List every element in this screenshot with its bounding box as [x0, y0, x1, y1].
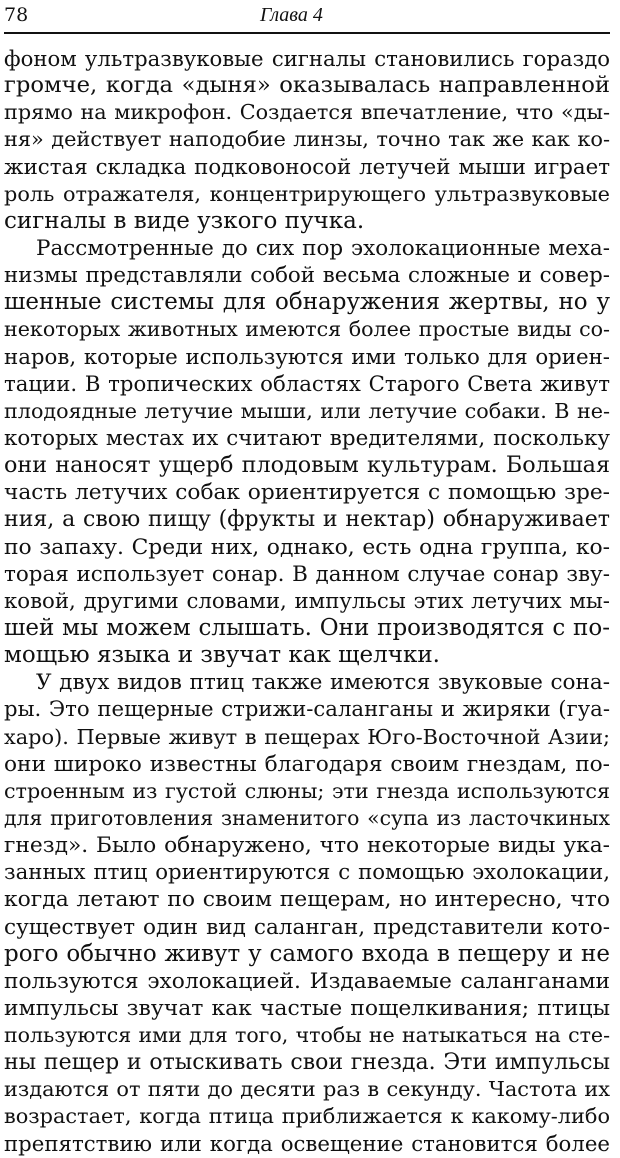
text-line: шенные системы для обнаружения жертвы, но у [4, 289, 610, 316]
text-line: роль отражателя, концентрирующего ультразвуковые [4, 181, 610, 206]
text-line: ня» действует наподобие линзы, точно так же как ко- [4, 127, 610, 152]
text-line: Рассмотренные до сих пор эхолокационные меха- [36, 235, 610, 261]
text-line: существует один вид саланган, представители кото- [4, 914, 610, 940]
text-line: импульсы звучат как частые пощелкивания; птицы [4, 995, 610, 1021]
text-line: возрастает, когда птица приближается к какому-либо [4, 1104, 610, 1129]
page-header [4, 2, 610, 34]
text-line: громче, когда «дыня» оказывалась направленной [4, 72, 610, 99]
text-line: строенным из густой слюны; эти гнезда используются [4, 778, 610, 803]
text-line: У двух видов птиц также имеются звуковые сона- [36, 670, 610, 696]
text-line: по запаху. Среди них, однако, есть одна группа, ко- [4, 534, 610, 560]
text-line: тации. В тропических областях Старого Света живут [4, 371, 610, 397]
text-line: сигналы в виде узкого пучка. [4, 207, 365, 234]
text-line: фоном ультразвуковые сигналы становились гораздо [4, 46, 610, 71]
text-line: пользуются эхолокацией. Издаваемые саланганами [4, 968, 610, 994]
text-line: некоторых животных имеются более простые виды со- [4, 317, 610, 342]
text-line: наров, которые используются ими только для ориен- [4, 344, 610, 370]
text-line: препятствию или когда освещение становится более [4, 1131, 610, 1157]
text-line: ковой, другими словами, импульсы этих летучих мы- [4, 588, 610, 614]
text-line: они широко известны благодаря своим гнездам, по- [4, 751, 610, 777]
text-line: мощью языка и звучат как щелчки. [4, 642, 440, 669]
text-line: часть летучих собак ориентируется с помощью зре- [4, 480, 610, 506]
text-line: низмы представляли собой весьма сложные и совер- [4, 263, 610, 289]
text-line: издаются от пяти до десяти раз в секунду. Частота их [4, 1077, 610, 1102]
text-line: жистая складка подковоносой летучей мыши играет [4, 154, 610, 180]
text-line: торая использует сонар. В данном случае сонар зву- [4, 561, 610, 587]
text-line: харо). Первые живут в пещерах Юго-Восточной Азии; [4, 724, 610, 749]
text-line: ры. Это пещерные стрижи-саланганы и жиряки (гуа- [4, 697, 610, 723]
text-line: занных птиц ориентируются с помощью эхолокации, [4, 860, 610, 886]
body-text [4, 45, 610, 1158]
text-line: шей мы можем слышать. Они производятся с по- [4, 614, 610, 641]
running-head: Глава 4 [260, 4, 323, 26]
page-number: 78 [4, 4, 29, 26]
text-line: ния, а свою пищу (фрукты и нектар) обнаруживает [4, 507, 610, 533]
text-line: рого обычно живут у самого входа в пещеру и не [4, 940, 610, 967]
text-line: пользуются ими для того, чтобы не натыкаться на сте- [4, 1023, 610, 1048]
text-line: они наносят ущерб плодовым культурам. Большая [4, 452, 610, 479]
text-line: которых местах их считают вредителями, поскольку [4, 425, 610, 451]
text-line: прямо на микрофон. Создается впечатление, что «ды- [4, 100, 610, 125]
text-line: гнезд». Было обнаружено, что некоторые виды ука- [4, 833, 610, 859]
text-line: плодоядные летучие мыши, или летучие собаки. В не- [4, 398, 610, 423]
text-line: когда летают по своим пещерам, но интересно, что [4, 887, 610, 913]
text-line: для приготовления знаменитого «супа из ласточкиных [4, 805, 610, 830]
text-line: ны пещер и отыскивать свои гнезда. Эти импульсы [4, 1050, 610, 1076]
